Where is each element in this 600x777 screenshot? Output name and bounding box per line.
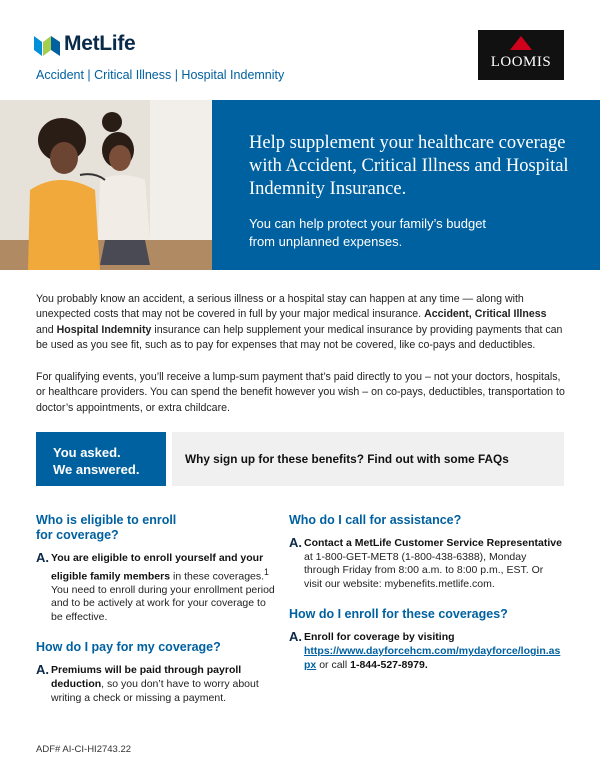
triangle-icon: [510, 36, 532, 50]
hero-banner: [0, 100, 600, 270]
faq-question: Who do I call for assistance?: [289, 513, 462, 527]
faq-column-right: [289, 513, 564, 672]
faq-answer: [289, 631, 564, 672]
loomis-name: LOOMIS: [490, 54, 552, 70]
faq-answer: [289, 537, 564, 591]
answer-text: in these coverages.: [172, 570, 265, 583]
intro-bold: Accident, Critical Illness: [424, 308, 547, 321]
answer-bold: Premiums will be paid through payroll deduction: [51, 664, 242, 691]
faq-answer: [36, 664, 276, 705]
faq-question: [36, 513, 276, 543]
children-illustration: [0, 100, 212, 270]
faq-column-left: [36, 513, 276, 705]
hero-title: Help supplement your healthcare coverage with Accident, Critical Illness and Hospital Indemnity Insurance.: [249, 133, 569, 199]
answer-bold: You are eligible to enroll yourself and your eligible family members: [51, 552, 264, 583]
hero-photo: [0, 100, 212, 270]
faq-question-line: Who is eligible to enroll: [36, 513, 177, 527]
faq-answer: [36, 552, 276, 624]
hero-subtitle: [249, 215, 580, 251]
faq-question: How do I enroll for these coverages?: [289, 607, 508, 622]
faq-banner-left: [36, 432, 166, 486]
faq-answer-text: [304, 537, 564, 591]
answer-letter: A.: [36, 550, 49, 565]
faq-question: How do I pay for my coverage?: [36, 640, 221, 655]
faq-answer-text: [51, 664, 276, 705]
faq-banner-right: Why sign up for these benefits? Find out with some FAQs: [172, 432, 564, 486]
footnote-marker: 1: [264, 566, 269, 577]
faq-banner: [36, 432, 564, 486]
enroll-link[interactable]: https://www.dayforcehcm.com/mydayforce/login.aspx: [304, 644, 561, 671]
answer-text: at 1-800-GET-MET8 (1-800-438-6388), Monday through Friday from 8:00 a.m. to 8:00 p.m., EST. Or visit our website: mybenefits.metlife.com.: [304, 550, 544, 590]
hero-subtitle-line2: from unplanned expenses.: [249, 234, 403, 249]
answer-text: , so you don’t have to worry about writing a check or missing a payment.: [51, 678, 259, 704]
answer-text: You need to enroll during your enrollment period and to be actively at work for your coverage to be effective.: [51, 583, 275, 623]
answer-letter: A.: [289, 629, 302, 645]
answer-letter: A.: [289, 535, 302, 550]
faq-banner-line2: We answered.: [53, 462, 140, 477]
hero-panel: [212, 100, 600, 270]
phone-number: 1-844-527-8979.: [350, 658, 428, 671]
answer-bold: Enroll for coverage by visiting: [304, 631, 455, 644]
answer-text: or call: [319, 658, 348, 671]
intro-text: and: [36, 323, 54, 336]
metlife-logo-icon: [34, 32, 60, 56]
intro-bold: Hospital Indemnity: [56, 323, 152, 336]
faq-banner-line1: You asked.: [53, 445, 121, 460]
intro-paragraph-1: [36, 292, 566, 354]
hero-subtitle-line1: You can help protect your family’s budget: [249, 216, 487, 231]
brand-name: MetLife: [64, 32, 136, 55]
metlife-logo: [34, 32, 135, 56]
tagline: Accident | Critical Illness | Hospital Indemnity: [36, 68, 285, 82]
loomis-logo: [478, 30, 564, 80]
faq-question-line: for coverage?: [36, 528, 119, 542]
intro-text: You probably know an accident, a serious illness or a hospital stay can happen at any time — along with unexpected costs that may not be covered in full by your major medical insurance.: [36, 293, 524, 321]
answer-letter: A.: [36, 662, 49, 678]
intro-text: insurance can help supplement your medical insurance by providing payments that can be used as you see fit, such as to pay for expenses that may not be covered, like co-pays and deductibles.: [36, 323, 563, 352]
answer-bold: Contact a MetLife Customer Service Representative: [304, 537, 562, 549]
faq-answer-text: [304, 631, 564, 672]
faq-answer-text: [51, 552, 276, 624]
document-code: ADF# AI-CI-HI2743.22: [36, 744, 132, 755]
intro-paragraph-2: For qualifying events, you’ll receive a lump-sum payment that’s paid directly to you – not your doctors, hospitals, or healthcare providers. You can spend the benefit however you wish – on co-pays, deductibles, transportation to doctor’s appointments, or extra childcare.: [36, 371, 565, 414]
